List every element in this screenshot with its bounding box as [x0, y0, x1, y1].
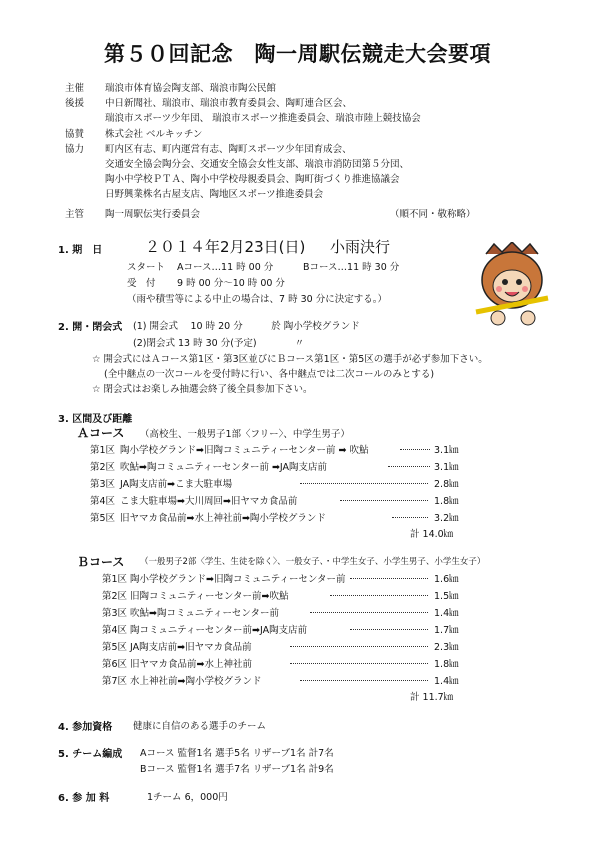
cooperation-text: 町内区有志、町内運営有志、陶町スポーツ少年団育成会、	[105, 144, 352, 155]
section-distance: 1.8㎞	[434, 496, 459, 507]
supporter-text: 中日新聞社、瑞浪市、瑞浪市教育委員会、陶町連合区会、	[105, 98, 353, 109]
ceremony-note: ☆ 開会式にはＡコース第1区・第3区並びにＢコース第1区・第5区の選手が必ず参加下さい。	[92, 354, 488, 365]
leader-dots	[340, 493, 428, 501]
leader-dots	[290, 656, 428, 664]
leader-dots	[300, 476, 428, 484]
team-course-a: Aコース 監督1名 選手5名 リザーブ1名 計7名	[140, 748, 334, 759]
cancel-note: （雨や積雪等による中止の場合は、7 時 30 分に決定する。）	[127, 294, 387, 305]
organizer-text: 瑞浪市体育協会陶支部、瑞浪市陶公民館	[105, 83, 277, 94]
section-no: 第2区	[102, 591, 128, 602]
section-route: 吹鮎➡陶コミュニティーセンター前 ➡JA陶支店前	[120, 462, 328, 473]
section-no: 第3区	[102, 608, 128, 619]
sponsor-label: 協賛	[65, 129, 85, 140]
leader-dots	[400, 442, 430, 450]
section-distance: 1.4㎞	[434, 608, 459, 619]
section-no: 第1区	[102, 574, 128, 585]
opening-ceremony: (1) 開会式 10 時 20 分 於 陶小学校グランド	[133, 321, 360, 332]
start-label: スタート	[127, 262, 166, 273]
section-no: 第7区	[102, 676, 128, 687]
course-b-desc: （一般男子2部〈学生、生徒を除く〉、一般女子、・中学生女子、小学生男子、小学生女子）	[140, 557, 486, 567]
section-distance: 3.1㎞	[434, 462, 459, 473]
reception-time: 9 時 00 分～10 時 00 分	[177, 278, 285, 289]
ceremony-heading: 2. 開・閉会式	[58, 322, 123, 333]
section-route: JA陶支店前➡旧ヤマカ食品前	[130, 642, 252, 653]
supporter-label: 後援	[65, 98, 85, 109]
sponsor-text: 株式会社 ベルキッチン	[105, 129, 203, 140]
section-no: 第3区	[90, 479, 116, 490]
manager-text: 陶一周駅伝実行委員会	[105, 209, 201, 220]
course-b-label: Ｂコース	[77, 555, 125, 569]
cooperation-label: 協力	[65, 144, 85, 155]
section-no: 第4区	[102, 625, 128, 636]
section-route: 陶コミュニティーセンター前➡JA陶支店前	[130, 625, 308, 636]
leader-dots	[300, 673, 428, 681]
course-a-label: Ａコース	[77, 426, 125, 440]
mascot-illustration	[472, 242, 552, 330]
order-note: （順不同・敬称略）	[390, 209, 476, 220]
course-a-desc: （高校生、一般男子1部〈フリー〉、中学生男子）	[140, 429, 350, 440]
section-route: 陶小学校グランド➡旧陶コミュニティーセンター前	[130, 574, 346, 585]
leader-dots	[350, 622, 428, 630]
section-no: 第1区	[90, 445, 116, 456]
section-distance: 2.8㎞	[434, 479, 459, 490]
leader-dots	[388, 459, 430, 467]
section-distance: 1.6㎞	[434, 574, 459, 585]
page-title: 第５０回記念 陶一周駅伝競走大会要項	[104, 42, 491, 66]
date-heading: 1. 期 日	[58, 245, 103, 256]
section-route: 陶小学校グランド➡旧陶コミュニティーセンター前 ➡ 吹鮎	[120, 445, 369, 456]
course-b-total: 計 11.7㎞	[410, 692, 454, 703]
section-route: こま大駐車場➡大川周回➡旧ヤマカ食品前	[120, 496, 298, 507]
team-heading: 5. チーム編成	[58, 749, 123, 760]
ceremony-note: (全中継点の一次コールを受付時に行い、各中継点では二次コールのみとする)	[104, 369, 435, 380]
section-route: 旧ヤマカ食品前➡水上神社前	[130, 659, 252, 670]
ceremony-note: ☆ 閉会式はお楽しみ抽選会終了後全員参加下さい。	[92, 384, 313, 395]
cooperation-text: 交通安全協会陶分会、交通安全協会女性支部、瑞浪市消防団第５分団、	[105, 159, 410, 170]
leader-dots	[330, 588, 428, 596]
leader-dots	[392, 510, 428, 518]
leader-dots	[310, 605, 428, 613]
section-distance: 1.7㎞	[434, 625, 459, 636]
eligibility-text: 健康に自信のある選手のチーム	[133, 721, 267, 732]
supporter-text: 瑞浪市スポーツ少年団、 瑞浪市スポーツ推進委員会、瑞浪市陸上競技協会	[105, 113, 421, 124]
section-no: 第5区	[90, 513, 116, 524]
section-route: JA陶支店前➡こま大駐車場	[120, 479, 233, 490]
fee-text: 1チーム 6，000円	[147, 792, 228, 803]
course-a-total: 計 14.0㎞	[410, 529, 454, 540]
section-distance: 3.1㎞	[434, 445, 459, 456]
section-no: 第2区	[90, 462, 116, 473]
eligibility-heading: 4. 参加資格	[58, 722, 113, 733]
reception-label: 受 付	[127, 278, 156, 289]
section-no: 第6区	[102, 659, 128, 670]
section-distance: 3.2㎞	[434, 513, 459, 524]
leader-dots	[350, 571, 428, 579]
leader-dots	[290, 639, 428, 647]
closing-ceremony: (2)閉会式 13 時 30 分(予定) 〃	[133, 338, 305, 349]
team-course-b: Bコース 監督1名 選手7名 リザーブ1名 計9名	[140, 764, 334, 775]
section-no: 第4区	[90, 496, 116, 507]
section-distance: 1.4㎞	[434, 676, 459, 687]
section-distance: 2.3㎞	[434, 642, 459, 653]
section-route: 吹鮎➡陶コミュニティーセンター前	[130, 608, 279, 619]
organizer-label: 主催	[65, 83, 85, 94]
cooperation-text: 日野興業株名古屋支店、陶地区スポーツ推進委員会	[105, 189, 324, 200]
manager-label: 主管	[65, 209, 85, 220]
fee-heading: 6. 参 加 料	[58, 793, 110, 804]
section-route: 旧陶コミュニティーセンター前➡吹鮎	[130, 591, 289, 602]
sections-heading: 3. 区間及び距離	[58, 414, 133, 425]
section-route: 旧ヤマカ食品前➡水上神社前➡陶小学校グランド	[120, 513, 326, 524]
cooperation-text: 陶小中学校ＰＴＡ、陶小中学校母親委員会、陶町街づくり推進協議会	[105, 174, 400, 185]
section-distance: 1.8㎞	[434, 659, 459, 670]
start-a: Aコース…11 時 00 分	[177, 262, 274, 273]
section-route: 水上神社前➡陶小学校グランド	[130, 676, 262, 687]
start-b: Bコース…11 時 30 分	[303, 262, 400, 273]
event-date: ２０１４年2月23日(日)	[145, 238, 306, 256]
section-distance: 1.5㎞	[434, 591, 459, 602]
section-no: 第5区	[102, 642, 128, 653]
rain-note: 小雨決行	[330, 238, 391, 256]
